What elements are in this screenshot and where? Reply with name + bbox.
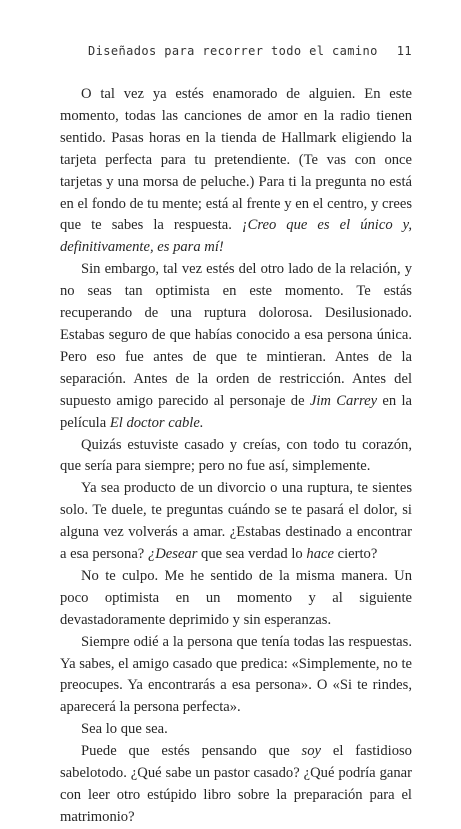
italic-text: ¿Desear <box>147 546 198 563</box>
body-text <box>60 84 412 829</box>
running-header <box>88 44 412 60</box>
paragraph <box>60 719 412 741</box>
page-number: 11 <box>396 44 412 58</box>
paragraph <box>60 478 412 566</box>
text-run: el fastidioso sabelotodo. ¿Qué sabe un pastor casado? ¿Qué podría ganar con leer otro estúpido libro sobre la preparación para el matrimonio? <box>60 743 412 825</box>
paragraph <box>60 435 412 479</box>
text-run: Ya sea producto de un divorcio o una ruptura, te sientes solo. Te duele, te preguntas cuándo se te pasará el dolor, si alguna vez volverás a amar. ¿Estabas destinado a encontrar a esa persona? <box>60 480 412 563</box>
italic-text: soy <box>301 743 321 760</box>
text-run: que sea verdad lo <box>197 546 307 563</box>
text-run: Siempre odié a la persona que tenía todas las respuestas. Ya sabes, el amigo casado que predica: «Simplemente, no te preocupes. Ya encontrarás a esa persona». O «Si te rindes, aparecerá la persona perfecta». <box>60 633 412 716</box>
text-run: O tal vez ya estés enamorado de alguien. En este momento, todas las canciones de amor en la radio tienen sentido. Pasas horas en la tienda de Hallmark eligiendo la tarjeta perfecta para tu pretendiente. (Te vas con once tarjetas y una morsa de peluche.) Para ti la pregunta no está en el fondo de tu mente; está al frente y en el centro, y crees que te sabes la respuesta. <box>60 86 412 234</box>
text-run: en la película <box>60 392 412 431</box>
text-run: Sin embargo, tal vez estés del otro lado de la relación, y no seas tan optimista en este momento. Te estás recuperando de una ruptura dolorosa. Desilusionado. Estabas seguro de que habías conocido a esa persona única. Pero eso fue antes de que te mintieran. Antes de la separación. Antes de la orden de restricción. Antes del supuesto amigo parecido al personaje de <box>60 261 412 409</box>
italic-text: ¡Creo que es el único y, definitivamente, es para mí! <box>60 217 412 256</box>
text-run: Quizás estuviste casado y creías, con todo tu corazón, que sería para siempre; pero no fue así, simplemente. <box>60 436 412 475</box>
paragraph <box>60 632 412 720</box>
italic-text: Jim Carrey <box>309 392 378 409</box>
paragraph <box>60 566 412 632</box>
italic-text: hace <box>306 546 334 563</box>
text-run: cierto? <box>333 546 378 563</box>
chapter-title: Diseñados para recorrer todo el camino <box>88 44 378 58</box>
text-run: Sea lo que sea. <box>81 721 168 738</box>
paragraph <box>60 259 412 434</box>
paragraph <box>60 84 412 259</box>
text-run: No te culpo. Me he sentido de la misma manera. Un poco optimista en un momento y al siguiente devastadoramente deprimido y sin esperanzas. <box>60 567 412 628</box>
paragraph <box>60 741 412 829</box>
italic-text: El doctor cable. <box>109 414 204 431</box>
text-run: Puede que estés pensando que <box>81 743 302 760</box>
